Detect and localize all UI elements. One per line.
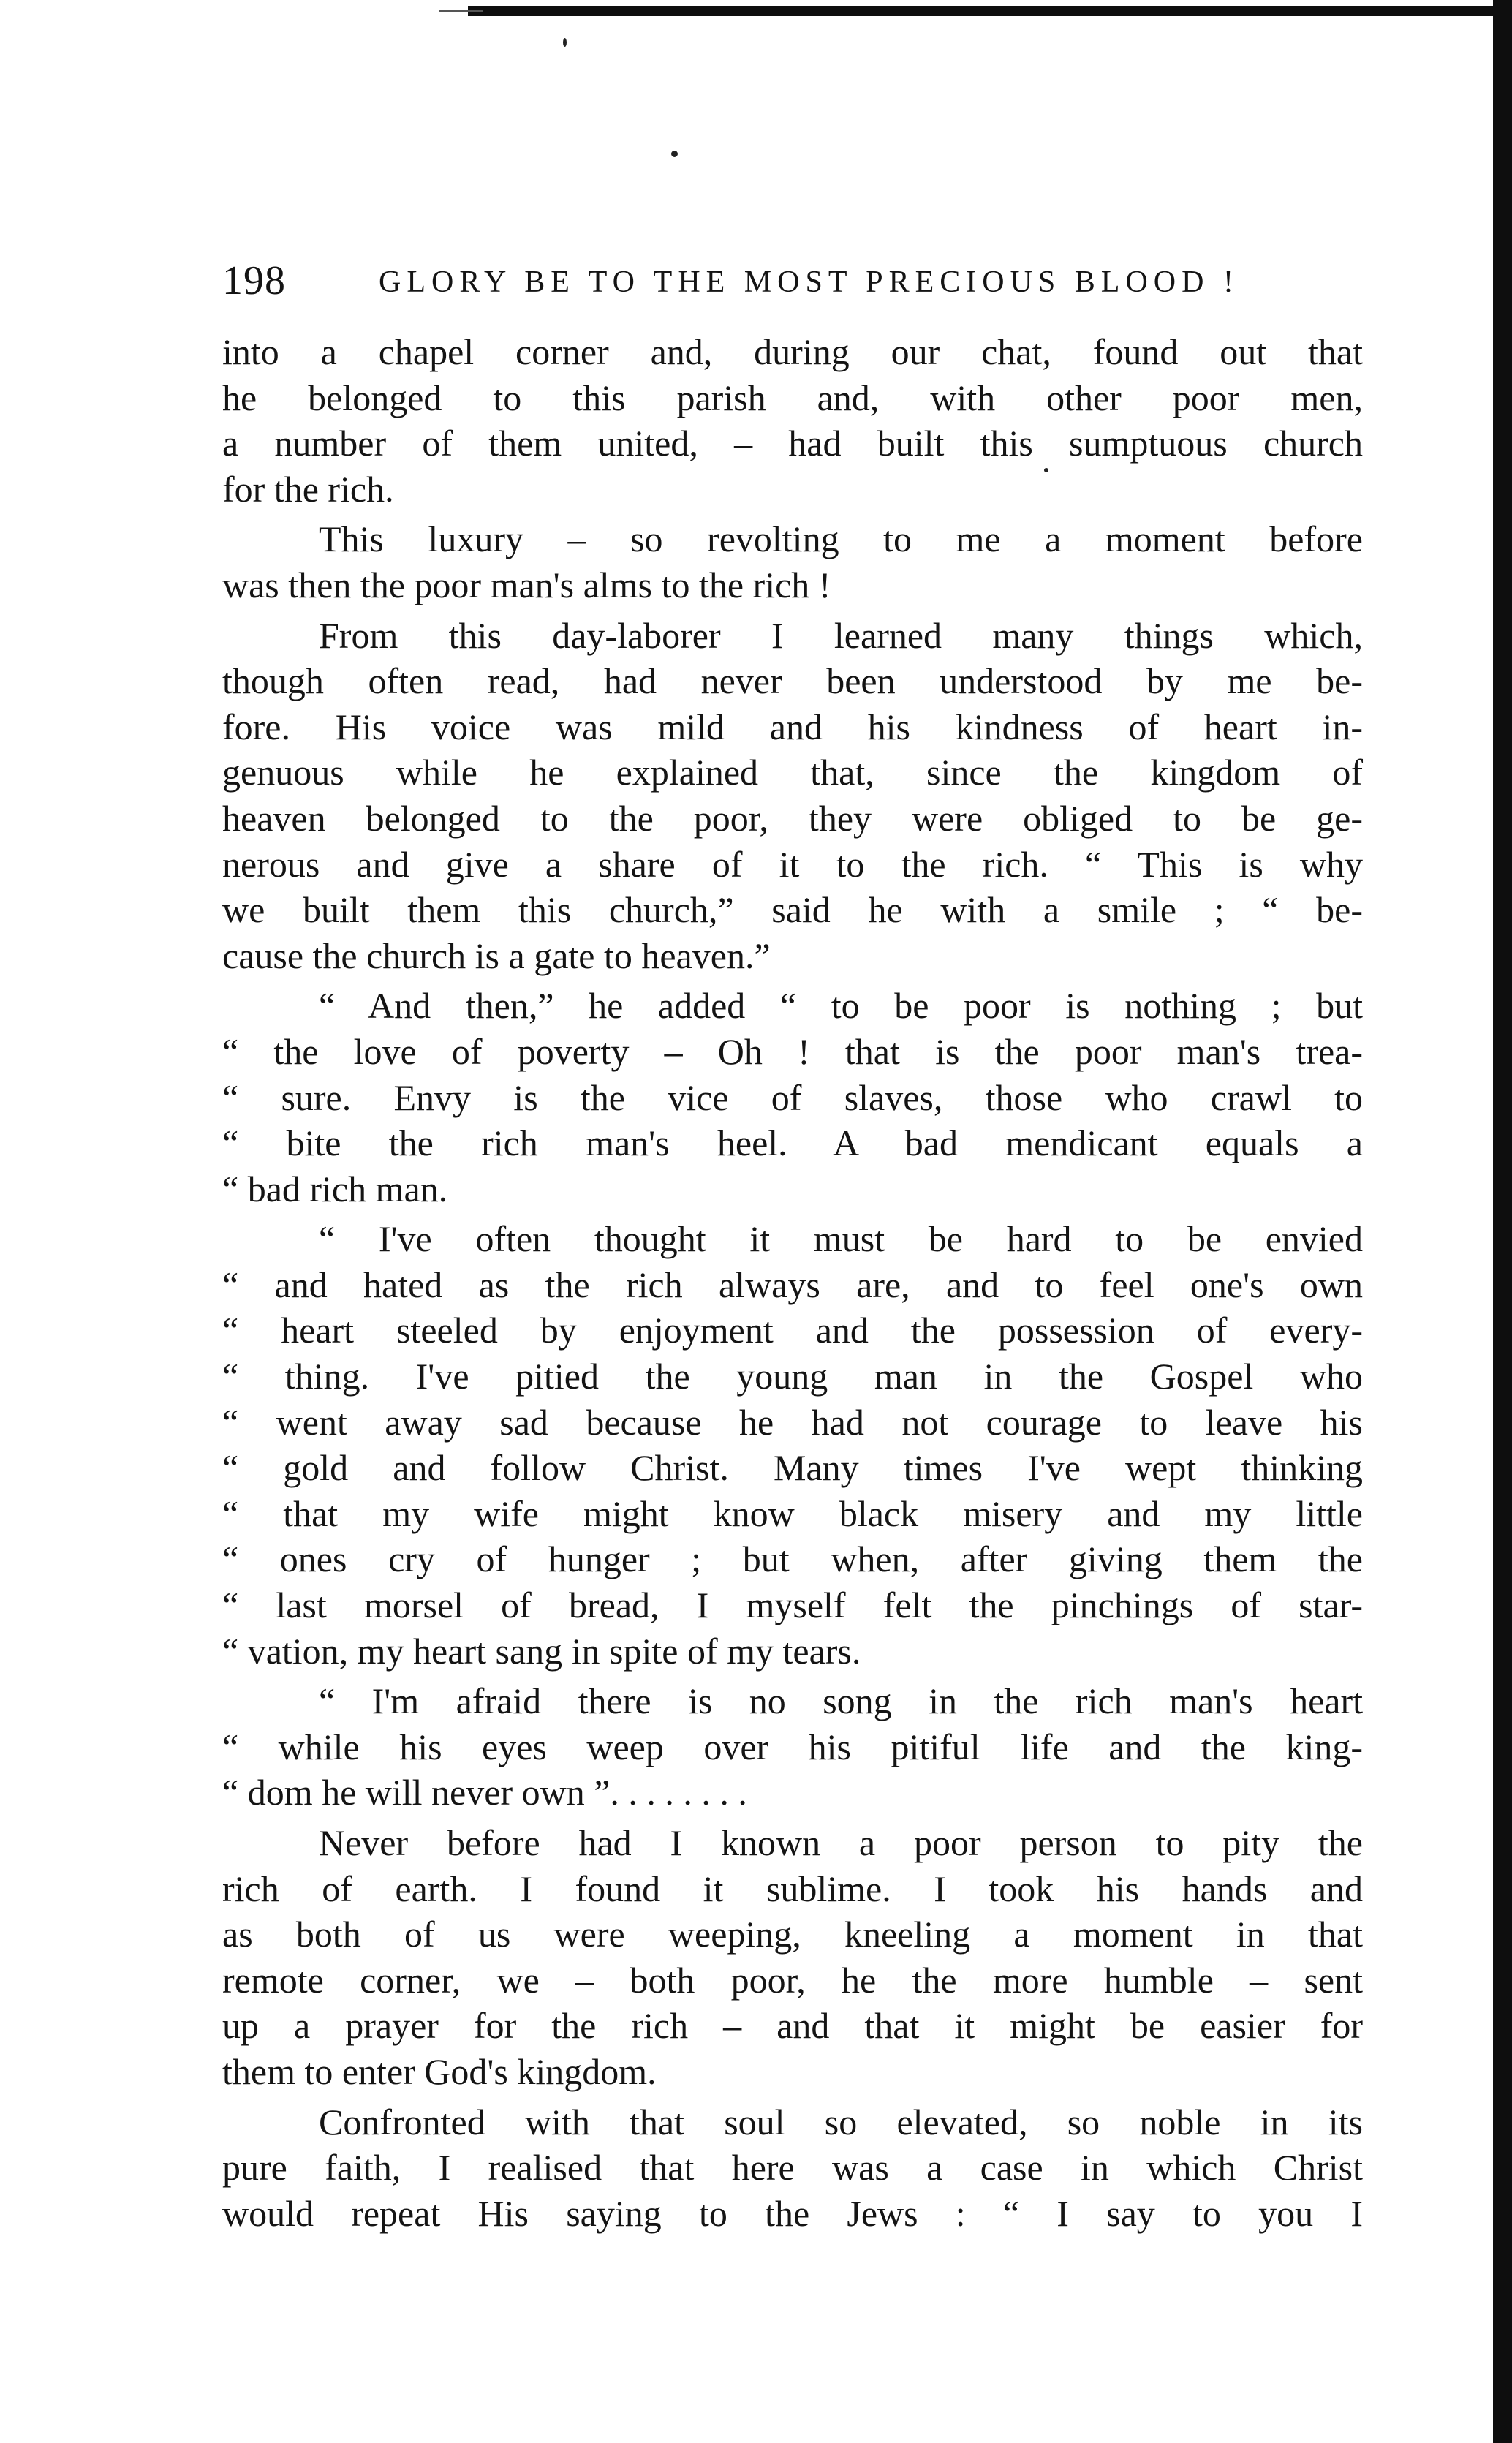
text-line: “ the love of poverty – Oh ! that is the poor man's trea- bbox=[222, 1030, 1363, 1072]
scan-speck bbox=[563, 38, 567, 47]
text-line: “ that my wife might know black misery and my little bbox=[222, 1492, 1363, 1534]
text-line: he belonged to this parish and, with other poor men, bbox=[222, 377, 1363, 418]
text-line: as both of us were weeping, kneeling a moment in that bbox=[222, 1914, 1363, 1955]
quoted-speech bbox=[222, 1216, 1363, 1674]
text-line: “ bite the rich man's heel. A bad mendicant equals a bbox=[222, 1122, 1363, 1164]
page-header bbox=[222, 257, 1363, 309]
paragraph bbox=[222, 1820, 1363, 2095]
text-line: “ heart steeled by enjoyment and the possession of every- bbox=[222, 1310, 1363, 1351]
text-line: “ And then,” he added “ to be poor is nothing ; but bbox=[319, 985, 1363, 1027]
text-line: up a prayer for the rich – and that it might be easier for bbox=[222, 2005, 1363, 2047]
text-line: “ sure. Envy is the vice of slaves, those who crawl to bbox=[222, 1076, 1363, 1118]
page-body bbox=[222, 329, 1363, 2240]
text-line: a number of them united, – had built this sumptuous church bbox=[222, 423, 1363, 464]
scan-border-top-thin bbox=[439, 10, 483, 12]
text-line: rich of earth. I found it sublime. I took his hands and bbox=[222, 1868, 1363, 1909]
text-line: “ dom he will never own ”. . . . . . . . bbox=[222, 1772, 747, 1813]
text-line: nerous and give a share of it to the rich. “ This is why bbox=[222, 843, 1363, 885]
quoted-speech bbox=[222, 1678, 1363, 1816]
text-line: for the rich. bbox=[222, 468, 394, 510]
scan-speck bbox=[671, 151, 678, 157]
text-line: Never before had I known a poor person to pity the bbox=[319, 1822, 1363, 1863]
text-line: This luxury – so revolting to me a moment before bbox=[319, 518, 1363, 560]
paragraph bbox=[222, 516, 1363, 608]
text-line: though often read, had never been understood by me be- bbox=[222, 660, 1363, 702]
text-line: “ gold and follow Christ. Many times I've wept thinking bbox=[222, 1447, 1363, 1489]
text-line: into a chapel corner and, during our chat, found out that bbox=[222, 331, 1363, 372]
text-line: “ and hated as the rich always are, and to feel one's own bbox=[222, 1264, 1363, 1305]
paragraph bbox=[222, 613, 1363, 979]
text-line: “ I'm afraid there is no song in the rich man's heart bbox=[319, 1680, 1363, 1722]
text-line: “ I've often thought it must be hard to be envied bbox=[319, 1218, 1363, 1260]
paragraph bbox=[222, 2099, 1363, 2237]
text-line: “ ones cry of hunger ; but when, after giving them the bbox=[222, 1538, 1363, 1580]
page-number: 198 bbox=[222, 258, 286, 303]
text-line: we built them this church,” said he with a smile ; “ be- bbox=[222, 889, 1363, 931]
text-line: fore. His voice was mild and his kindness of heart in- bbox=[222, 706, 1363, 747]
text-line: “ vation, my heart sang in spite of my tears. bbox=[222, 1630, 861, 1672]
scan-border-right bbox=[1493, 0, 1512, 2443]
text-line: remote corner, we – both poor, he the more humble – sent bbox=[222, 1959, 1363, 2001]
text-line: “ went away sad because he had not courage to leave his bbox=[222, 1401, 1363, 1443]
text-line: cause the church is a gate to heaven.” bbox=[222, 934, 771, 976]
scan-border-top bbox=[468, 6, 1506, 16]
text-line: “ last morsel of bread, I myself felt the pinchings of star- bbox=[222, 1585, 1363, 1626]
text-line: Confronted with that soul so elevated, so noble in its bbox=[319, 2101, 1363, 2142]
quoted-speech bbox=[222, 983, 1363, 1212]
text-line: genuous while he explained that, since the kingdom of bbox=[222, 752, 1363, 793]
text-line: was then the poor man's alms to the rich ! bbox=[222, 564, 831, 605]
text-line: them to enter God's kingdom. bbox=[222, 2050, 657, 2092]
text-line: “ thing. I've pitied the young man in the Gospel who bbox=[222, 1356, 1363, 1397]
text-line: heaven belonged to the poor, they were obliged to be ge- bbox=[222, 797, 1363, 839]
text-line: would repeat His saying to the Jews : “ I say to you I bbox=[222, 2192, 1363, 2234]
running-head: GLORY BE TO THE MOST PRECIOUS BLOOD ! bbox=[379, 265, 1239, 299]
text-line: “ while his eyes weep over his pitiful life and the king- bbox=[222, 1726, 1363, 1767]
paragraph bbox=[222, 329, 1363, 512]
text-line: From this day-laborer I learned many things which, bbox=[319, 614, 1363, 656]
text-line: pure faith, I realised that here was a case in which Christ bbox=[222, 2147, 1363, 2189]
text-line: “ bad rich man. bbox=[222, 1168, 448, 1209]
